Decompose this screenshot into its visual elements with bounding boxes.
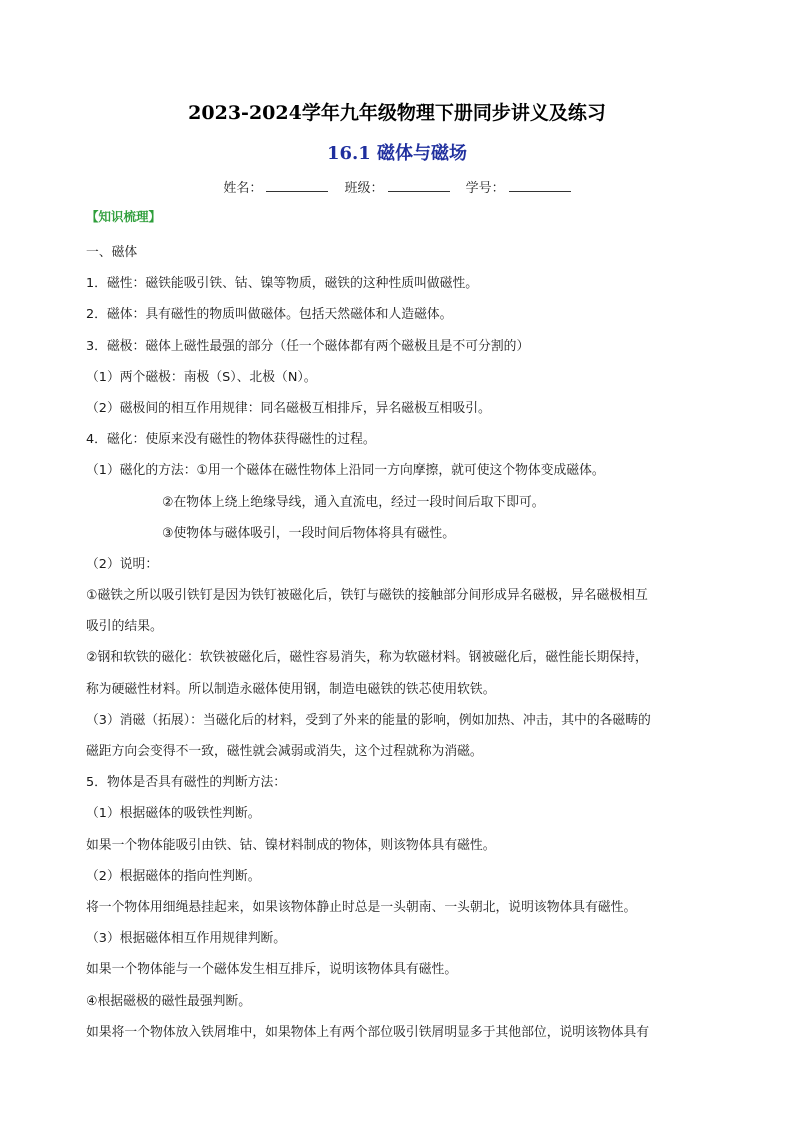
- student-id-field: [466, 177, 571, 196]
- content-line: 如果一个物体能吸引由铁、钴、镍材料制成的物体，则该物体具有磁性。: [86, 837, 496, 853]
- document-title: 2023-2024学年九年级物理下册同步讲义及练习: [188, 102, 606, 124]
- student-info-row: [0, 177, 794, 196]
- content-line: 如果将一个物体放入铁屑堆中，如果物体上有两个部位吸引铁屑明显多于其他部位，说明该物体具有: [86, 1024, 650, 1040]
- content-line: （1）根据磁体的吸铁性判断。: [86, 806, 261, 822]
- content-line: ②在物体上绕上绝缘导线，通入直流电，经过一段时间后取下即可。: [162, 494, 545, 510]
- content-body: [86, 237, 716, 1048]
- content-line: 吸引的结果。: [86, 619, 163, 635]
- content-line: ③使物体与磁体吸引，一段时间后物体将具有磁性。: [162, 525, 456, 541]
- class-field: [344, 177, 449, 196]
- content-line: （1）两个磁极：南极（S）、北极（N）。: [86, 369, 317, 385]
- content-line: （3）根据磁体相互作用规律判断。: [86, 931, 287, 947]
- name-blank: [266, 179, 328, 192]
- content-line: （3）消磁（拓展）：当磁化后的材料，受到了外来的能量的影响，例如加热、冲击，其中的各磁畴的: [86, 712, 651, 728]
- student-id-label: 学号：: [465, 181, 505, 196]
- content-line: 1．磁性：磁铁能吸引铁、钴、镍等物质，磁铁的这种性质叫做磁性。: [86, 276, 479, 292]
- content-line: 4．磁化：使原来没有磁性的物体获得磁性的过程。: [86, 432, 376, 448]
- content-line: 5．物体是否具有磁性的判断方法：: [86, 775, 287, 791]
- lesson-title: 16.1 磁体与磁场: [326, 143, 468, 164]
- section-heading: 一、磁体: [86, 245, 138, 260]
- class-blank: [388, 179, 450, 192]
- content-line: 3．磁极：磁体上磁性最强的部分（任一个磁体都有两个磁极且是不可分割的）: [86, 338, 530, 354]
- content-line: 磁距方向会变得不一致，磁性就会减弱或消失，这个过程就称为消磁。: [86, 744, 483, 759]
- content-line: ②钢和软铁的磁化：软铁被磁化后，磁性容易消失，称为软磁材料。钢被磁化后，磁性能长期保持，: [86, 650, 648, 666]
- content-line: 2．磁体：具有磁性的物质叫做磁体。包括天然磁体和人造磁体。: [86, 307, 453, 323]
- content-line: 如果一个物体能与一个磁体发生相互排斥，说明该物体具有磁性。: [86, 962, 458, 978]
- student-id-blank: [509, 179, 571, 192]
- name-label: 姓名：: [223, 181, 263, 196]
- content-line: 称为硬磁性材料。所以制造永磁体使用钢，制造电磁铁的铁芯使用软铁。: [86, 681, 496, 697]
- content-line: （1）磁化的方法：①用一个磁体在磁性物体上沿同一方向摩擦，就可使这个物体变成磁体。: [86, 463, 605, 479]
- content-line: （2）磁极间的相互作用规律：同名磁极互相排斥，异名磁极互相吸引。: [86, 400, 491, 416]
- section-tag: 【知识梳理】: [86, 209, 162, 224]
- content-line: 将一个物体用细绳悬挂起来，如果该物体静止时总是一头朝南、一头朝北，说明该物体具有磁性。: [86, 899, 637, 915]
- class-label: 班级：: [344, 181, 384, 196]
- content-line: ④根据磁极的磁性最强判断。: [86, 993, 252, 1009]
- name-field: [223, 177, 328, 196]
- content-line: ①磁铁之所以吸引铁钉是因为铁钉被磁化后，铁钉与磁铁的接触部分间形成异名磁极，异名磁极相互: [86, 588, 648, 604]
- content-line: （2）说明：: [86, 556, 159, 572]
- content-line: （2）根据磁体的指向性判断。: [86, 868, 261, 884]
